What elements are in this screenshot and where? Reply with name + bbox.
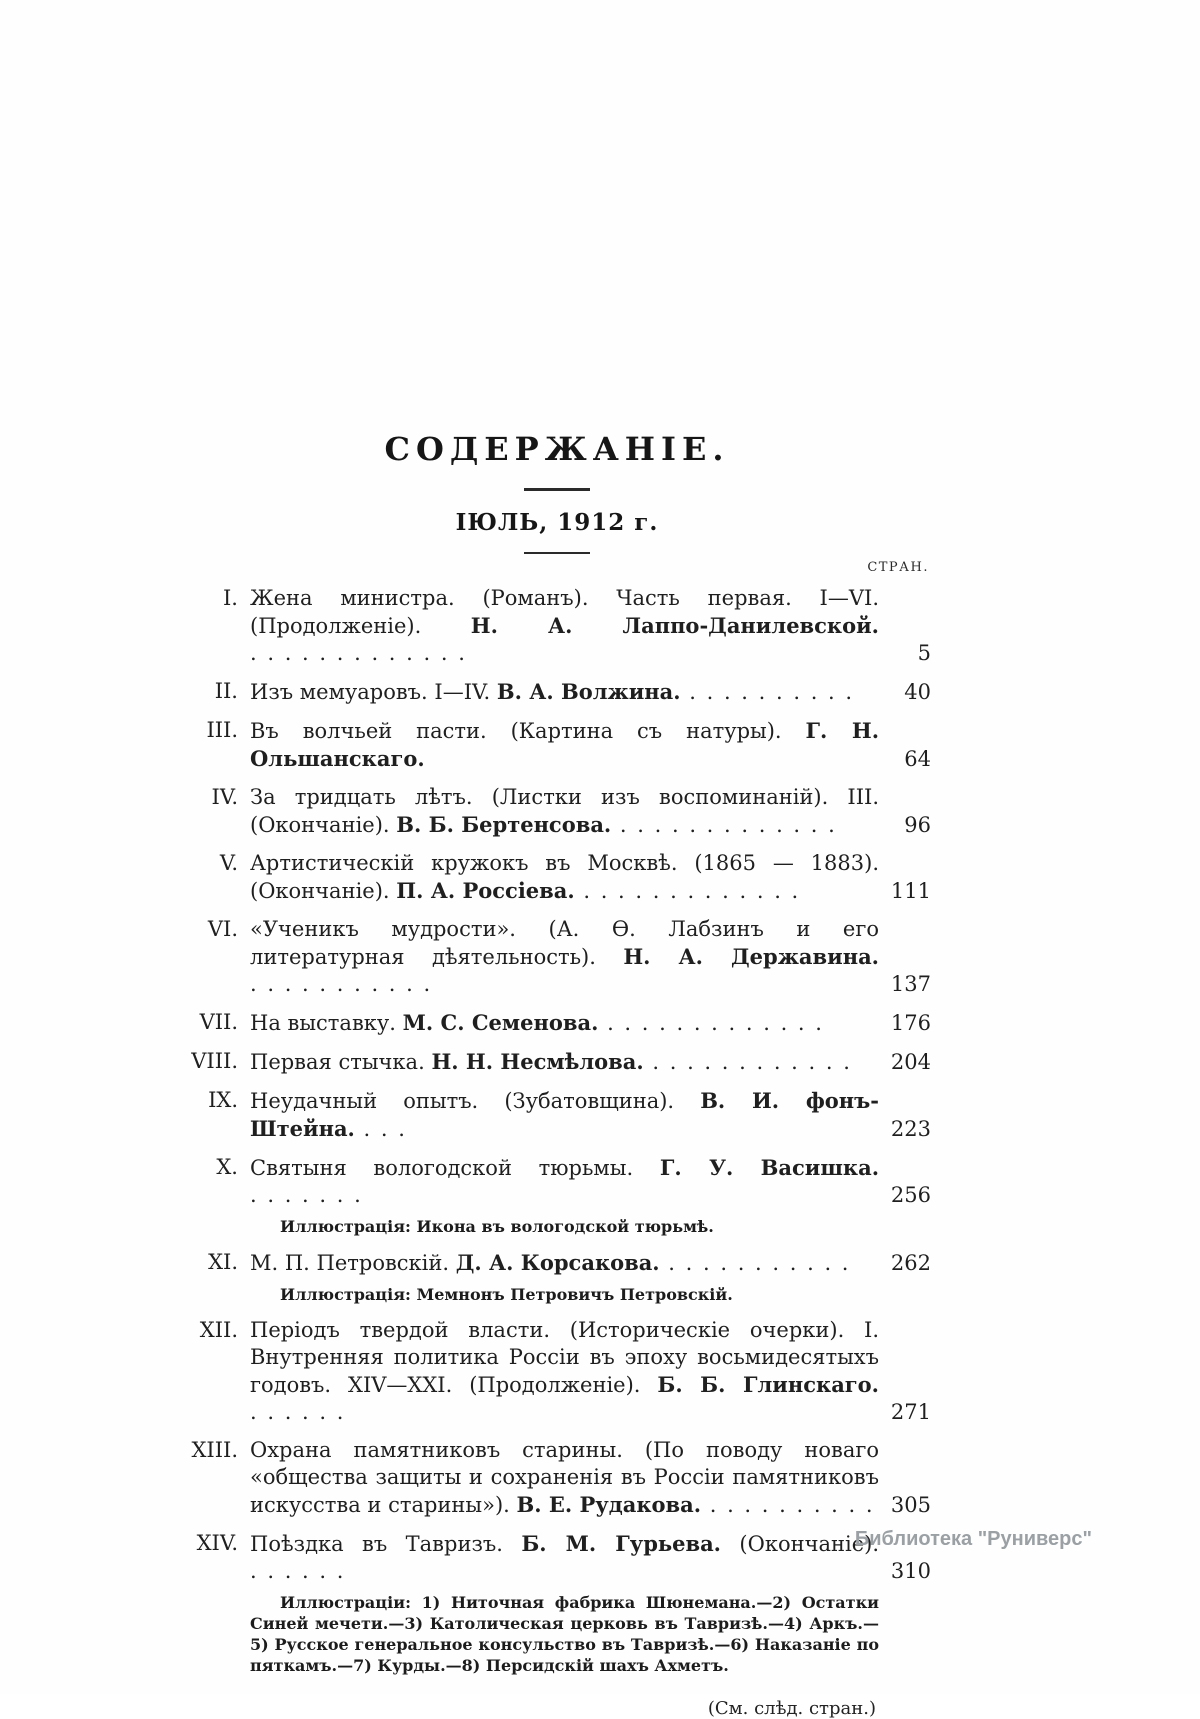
entry-page: 64	[904, 747, 931, 771]
entry-page: 137	[890, 972, 931, 996]
entry-page: 305	[890, 1493, 931, 1517]
entry-text	[250, 850, 879, 905]
entry-row	[183, 1009, 931, 1037]
entry-number: XI.	[208, 1250, 238, 1274]
entry-title-text: Въ волчьей пасти. (Картина съ натуры).	[250, 719, 806, 743]
entry-text	[250, 1087, 879, 1143]
library-watermark: Библиотека "Руниверс"	[854, 1528, 1092, 1550]
footer-note: (См. слѣд. стран.)	[707, 1698, 876, 1719]
entry-author: Д. А. Корсакова.	[455, 1250, 660, 1275]
entry-row	[183, 784, 931, 839]
illustration-caption: Иллюстраціи: 1) Ниточная фабрика Шюнемана.—2) Остатки Синей мечети.—3) Католическая церковь въ Тавризѣ.—4) Аркъ.—5) Русское генеральное консульство въ Тавризѣ.—6) Наказаніе по пяткамъ.—7) Курды.—8) Персидскій шахъ Ахметъ.	[250, 1593, 879, 1675]
entry-author: В. Б. Бертенсова.	[396, 812, 612, 837]
entry-author: П. А. Россіева.	[396, 878, 575, 903]
dots-leader: . . . . . . . . . . .	[659, 1251, 851, 1275]
dots-leader: . . . . . . . . . . . . .	[598, 1011, 824, 1035]
entry-page: 96	[904, 813, 931, 837]
entry-page: 262	[890, 1251, 931, 1275]
entry-row	[183, 1048, 931, 1076]
table-of-contents	[183, 430, 931, 1719]
dots-leader: . . . . . . . . . . .	[250, 972, 433, 996]
entry-title-text: Святыня вологодской тюрьмы.	[250, 1156, 660, 1180]
entry-page: 111	[890, 879, 931, 903]
dots-leader: . . . . . .	[250, 1400, 346, 1424]
entry-text	[250, 1154, 879, 1209]
title-divider-rule	[524, 488, 590, 491]
entry-text	[250, 1009, 879, 1037]
entry-number: X.	[216, 1155, 238, 1179]
dots-leader: . . . . . . . . . . . . .	[611, 813, 837, 837]
entry-title-text: За тридцать лѣтъ. (Листки изъ воспоминаній). III. (Окончаніе).	[250, 785, 879, 837]
entry-text	[250, 1048, 879, 1076]
entry-number: VI.	[207, 917, 238, 941]
dots-leader: . . . . . . . . . . . .	[643, 1050, 852, 1074]
illustration-caption: Иллюстрація: Икона въ вологодской тюрьмѣ.	[280, 1217, 714, 1236]
subtitle-divider-rule	[524, 552, 590, 554]
entry-row	[183, 1437, 931, 1519]
entry-author: В. И. фонъ-Штейна.	[250, 1088, 879, 1141]
entry-page: 223	[890, 1117, 931, 1141]
entry-page: 310	[890, 1559, 931, 1583]
entry-author: В. Е. Рудакова.	[516, 1492, 702, 1517]
entry-title-text: Поѣздка въ Тавризъ.	[250, 1532, 522, 1556]
dots-leader: . . . . . .	[250, 1559, 346, 1583]
entry-title-text: «Ученикъ мудрости». (А. Ѳ. Лабзинъ и его литературная дѣятельность).	[250, 917, 879, 969]
entry-title-text: М. П. Петровскій.	[250, 1251, 456, 1275]
entry-number: VII.	[199, 1010, 238, 1034]
entry-row	[183, 585, 931, 667]
entry-number: V.	[219, 851, 238, 875]
illustration-caption: Иллюстрація: Мемнонъ Петровичъ Петровскій.	[280, 1285, 733, 1304]
entry-text	[250, 1249, 879, 1277]
dots-leader: . . .	[354, 1117, 407, 1141]
entry-text	[250, 1437, 879, 1519]
dots-leader: . . . . . . .	[250, 1183, 363, 1207]
entry-number: III.	[206, 718, 238, 742]
entry-author: Н. Н. Несмѣлова.	[431, 1049, 644, 1074]
entry-number: XII.	[199, 1318, 238, 1342]
entry-title-text: Періодъ твердой власти. (Историческіе очерки). I. Внутренняя политика Россіи въ эпоху восьмидесятыхъ годовъ. XIV—XXI. (Продолженіе).	[250, 1318, 879, 1397]
entry-title-text: Первая стычка.	[250, 1050, 432, 1074]
entry-row	[183, 1317, 931, 1426]
entry-row	[183, 850, 931, 905]
month-subtitle: ІЮЛЬ, 1912 г.	[455, 509, 659, 536]
entry-title-text: Жена министра. (Романъ). Часть первая. I—VI. (Продолженіе).	[250, 586, 879, 638]
entry-row	[183, 916, 931, 998]
entry-page: 204	[890, 1050, 931, 1074]
entry-title-text: Охрана памятниковъ старины. (По поводу новаго «общества защиты и сохраненія въ Россіи памятниковъ искусства и старины»).	[250, 1438, 879, 1517]
entry-text	[250, 585, 879, 667]
entry-text	[250, 717, 879, 773]
entry-number: IX.	[208, 1088, 238, 1112]
entry-row	[183, 1249, 931, 1277]
entry-author: М. С. Семенова.	[402, 1010, 599, 1035]
entry-title-text: Артистическій кружокъ въ Москвѣ. (1865 — 1883). (Окончаніе).	[250, 851, 879, 903]
entry-page: 5	[917, 641, 931, 665]
dots-leader: . . . . . . . . . . . . .	[250, 641, 467, 665]
entry-row	[183, 678, 931, 706]
entry-row	[183, 1530, 931, 1585]
dots-leader: . . . . . . . . . .	[680, 680, 855, 704]
entry-number: I.	[223, 586, 238, 610]
dots-leader: . . . . . . . . . .	[701, 1493, 875, 1517]
entry-number: XIII.	[191, 1438, 238, 1462]
entry-text	[250, 678, 879, 706]
entry-row	[183, 1154, 931, 1209]
page-title: СОДЕРЖАНІЕ.	[384, 430, 730, 468]
entry-title-text: Неудачный опытъ. (Зубатовщина).	[250, 1089, 701, 1113]
entry-number: VIII.	[191, 1049, 238, 1073]
entry-author: Б. М. Гурьева.	[521, 1531, 721, 1556]
entry-text	[250, 1317, 879, 1426]
entry-row	[183, 1087, 931, 1143]
entry-author: Г. Н. Ольшанскаго.	[250, 718, 879, 771]
entry-page: 256	[890, 1183, 931, 1207]
entry-title-text: (Окончаніе).	[721, 1532, 879, 1556]
entry-number: IV.	[211, 785, 238, 809]
entry-text	[250, 784, 879, 839]
entry-author: Б. Б. Глинскаго.	[657, 1372, 879, 1397]
entry-author: Г. У. Васишка.	[659, 1155, 880, 1180]
entry-page: 176	[890, 1011, 931, 1035]
entry-number: II.	[214, 679, 238, 703]
entry-text	[250, 916, 879, 998]
entry-page: 271	[890, 1400, 931, 1424]
entry-author: В. А. Волжина.	[496, 679, 681, 704]
entry-author: Н. А. Державина.	[623, 944, 879, 969]
entry-text	[250, 1530, 879, 1585]
page-column-label: СТРАН.	[867, 560, 929, 575]
toc-entries	[183, 585, 931, 1676]
entry-author: Н. А. Лаппо-Данилевской.	[470, 613, 879, 638]
entry-number: XIV.	[196, 1531, 238, 1555]
entry-row	[183, 717, 931, 773]
entry-title-text: На выставку.	[250, 1011, 403, 1035]
dots-leader: . . . . . . . . . . . . .	[574, 879, 801, 903]
entry-page: 40	[904, 680, 931, 704]
entry-title-text: Изъ мемуаровъ. I—IV.	[250, 680, 497, 704]
